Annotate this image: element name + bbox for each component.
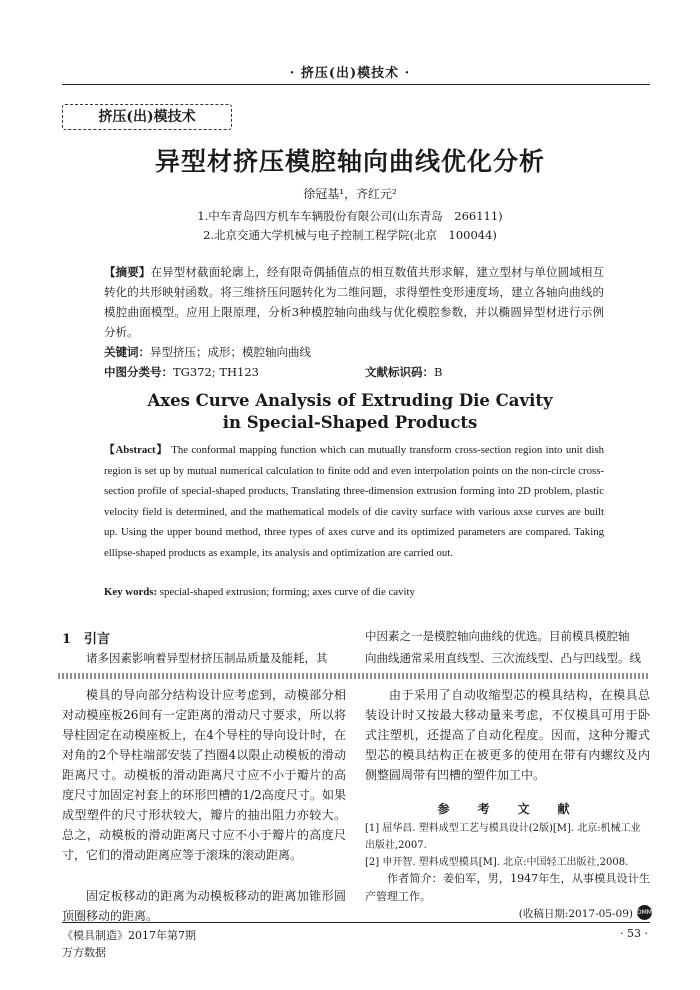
- header-rule: [62, 84, 650, 85]
- keywords-zh: 关键词：异型挤压；成形；模腔轴向曲线: [104, 345, 311, 359]
- abstract-en: [104, 440, 604, 563]
- received-date: (收稿日期:2017-05-09): [518, 908, 633, 920]
- classification: 中图分类号：TG372; TH123: [104, 365, 259, 379]
- page-number: · 53 ·: [620, 927, 648, 940]
- intro-line-right-2: 向曲线通常采用直线型、三次流线型、凸与凹线型。线: [365, 651, 641, 665]
- abstract-zh: [104, 262, 604, 342]
- abstract-en-label: 【Abstract】: [104, 444, 168, 456]
- abstract-en-text: The conformal mapping function which can mutually transform cross-section region into unit dish region is set up by mutual numerical calculation to finite odd and even interpolation points on the non-circle cross-section profile of special-shaped products, Translating three-dimension extrusion forming into 2D problem, plastic velocity field is determined, and the mathematical models of die cavity surface with various axse curves are built up. Using the upper bound method, three types of axes curve and its optimized parameters are compared. Taking ellipse-shaped products as example, its analysis and optimization are carried out.: [104, 444, 604, 559]
- reference-item: [2] 申开智. 塑料成型模具[M]. 北京:中国轻工出版社,2008.: [365, 857, 629, 868]
- footer-rule: [62, 922, 650, 923]
- affiliation-2: 2.北京交通大学机械与电子控制工程学院(北京 100044): [203, 228, 497, 242]
- journal-logo: DMM: [637, 905, 652, 920]
- intro-line-left: 诸多因素影响着异型材挤压制品质量及能耗，其: [86, 651, 328, 665]
- body-left-paragraph-2: 固定板移动的距离为动模板移动的距离加锥形圆顶圈移动的距离。: [62, 889, 346, 923]
- document-code: 文献标识码：B: [365, 365, 443, 379]
- footer-left: [62, 927, 196, 961]
- reference-item: [1] 屈华昌. 塑料成型工艺与模具设计(2版)[M]. 北京:机械工业出版社,2007.: [365, 823, 641, 851]
- authors: 徐冠基¹，齐红元²: [303, 187, 397, 201]
- intro-line-right-1: 中因素之一是模腔轴向曲线的优选。目前模具模腔轴: [365, 629, 630, 643]
- abstract-zh-text: 在异型材截面轮廓上，经有限奇偶插值点的相互数值共形求解，建立型材与单位圆域相互转化的共形映射函数。将三维挤压问题转化为二维问题，求得塑性变形速度场，建立各轴向曲线的模腔曲面模型。应用上限原理，分析3种模腔轴向曲线与优化模腔参数，并以椭圆异型材进行示例分析。: [104, 265, 605, 339]
- running-header: · 挤压(出)模技术 ·: [289, 66, 411, 81]
- footer-journal: 《模具制造》2017年第7期: [62, 929, 196, 942]
- article-title: 异型材挤压模腔轴向曲线优化分析: [154, 147, 545, 176]
- references-heading: 参 考 文 献: [437, 802, 578, 816]
- abstract-zh-label: 【摘要】: [104, 265, 151, 279]
- body-right-paragraph: 由于采用了自动收缩型芯的模具结构，在模具总装设计时又按最大移动量来考虑，不仅模具可用于卧式注塑机，还提高了自动化程度。因而，这种分瓣式型芯的模具结构正在被更多的使用在带有内螺纹及内侧整圆周带有凹槽的塑件加工中。: [365, 688, 650, 782]
- english-title-line-2: in Special-Shaped Products: [222, 413, 478, 432]
- footer-source: 万方数据: [62, 946, 106, 959]
- english-title: [0, 390, 700, 434]
- section-tag: 挤压(出)模技术: [62, 104, 232, 130]
- body-left-paragraph-1: 模具的导向部分结构设计应考虑到，动模部分相对动模座板26间有一定距离的滑动尺寸要求，所以将导柱固定在动模座板上，在4个导柱的导向设计时，在对角的2个导柱端部安装了挡圈4以限止动模板的滑动距离尺寸。动模板的滑动距离尺寸应不小于瓣片的高度尺寸加固定衬套上的环形凹槽的1/2高度尺寸。如果成型塑件的尺寸形状较大，瓣片的抽出阻力亦较大。总之，动模板的滑动距离尺寸应不小于瓣片的高度尺寸，它们的滑动距离应等于滚珠的滚动距离。: [62, 688, 346, 862]
- keywords-en: Key words: special-shaped extrusion; forming; axes curve of die cavity: [104, 586, 415, 598]
- wavy-divider: [58, 673, 650, 679]
- section-heading-intro: 1 引言: [62, 632, 111, 647]
- english-title-line-1: Axes Curve Analysis of Extruding Die Cavity: [147, 391, 553, 410]
- affiliation-1: 1.中车青岛四方机车车辆股份有限公司(山东青岛 266111): [197, 209, 503, 223]
- author-bio: 作者简介：姜伯军，男，1947年生，从事模具设计生产管理工作。: [365, 872, 650, 903]
